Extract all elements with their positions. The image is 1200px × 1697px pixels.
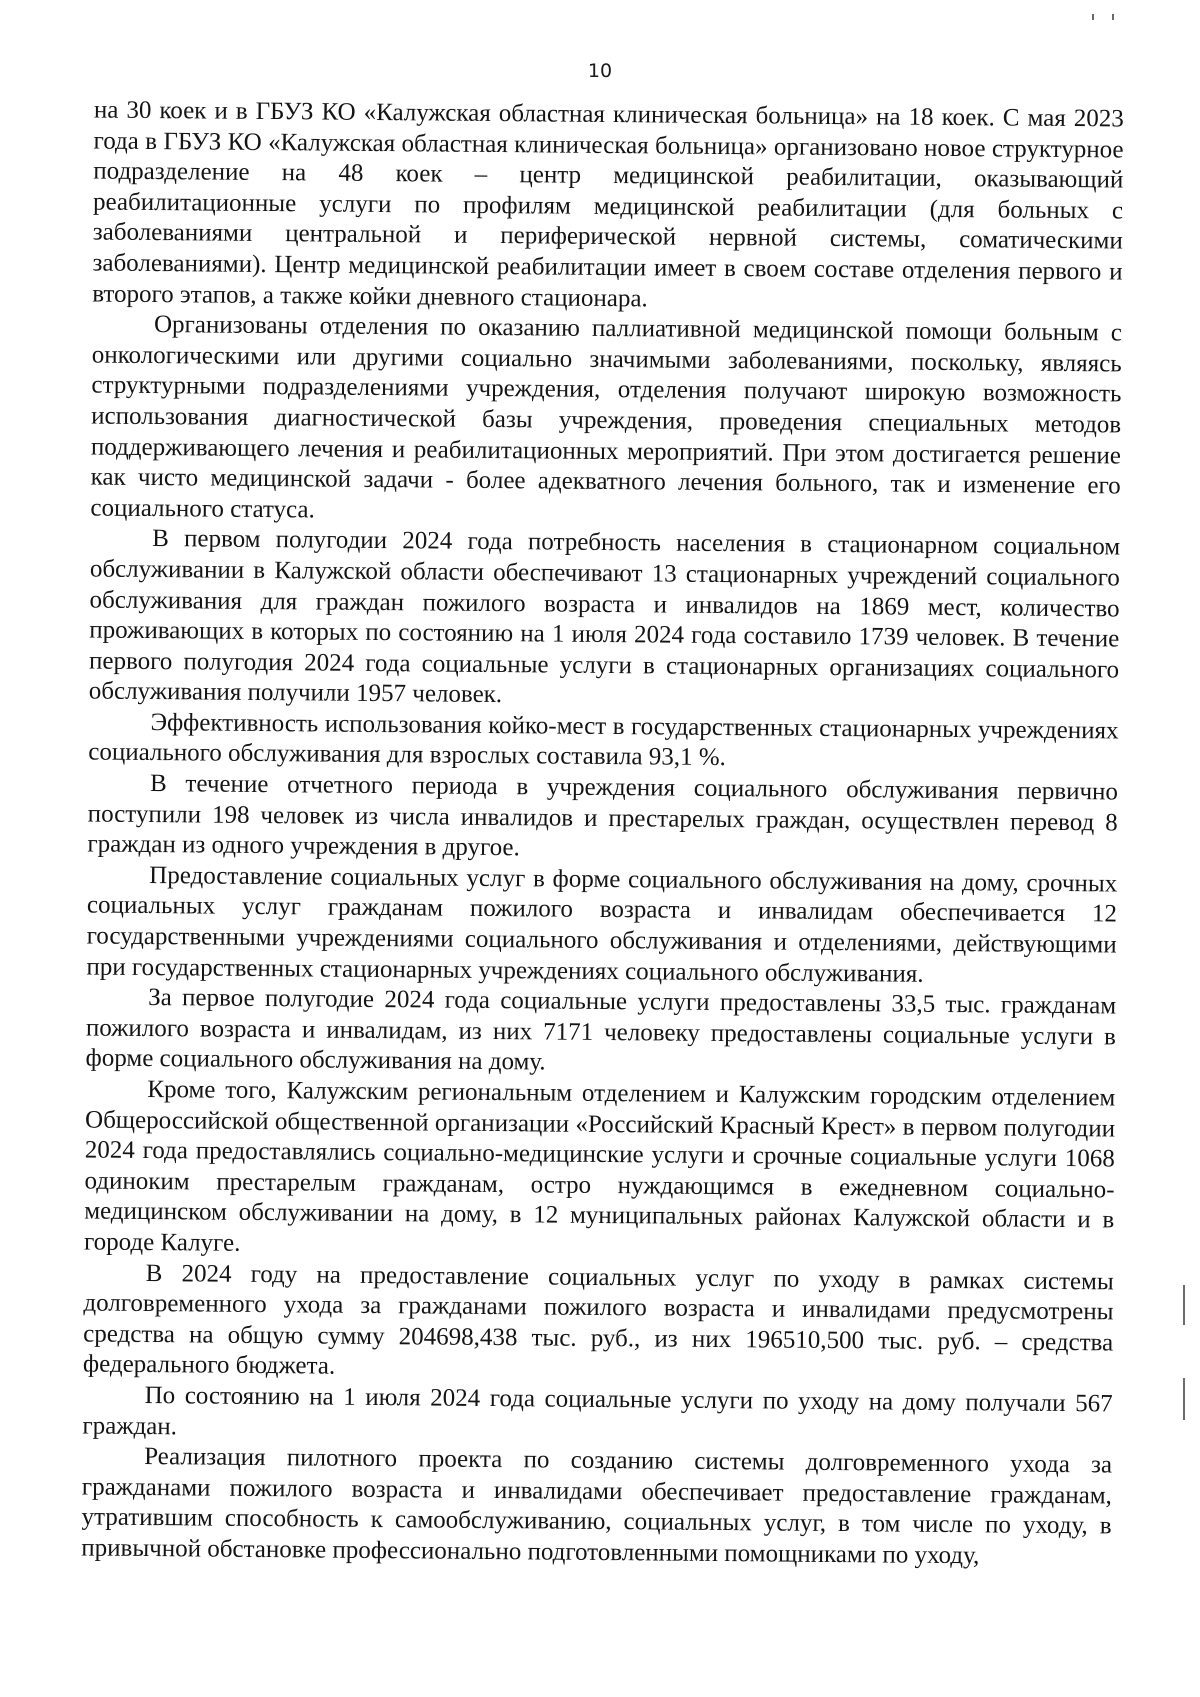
paragraph-9: В 2024 году на предоставление социальных услуг по уходу в рамках системы долговременного ухода за гражданами пожилого возраста и инвалидами предусмотрены средства на общую сумму 204698,438 тыс. руб., из них 196510,500 тыс. руб. – средства федерального бюджета. xyxy=(82,1259,1114,1381)
paragraph-2: Организованы отделения по оказанию паллиативной медицинской помощи больным с онкологическими или другими социально значимыми заболеваниями, поскольку, являясь структурными подразделениями учреждения, отделения получают широкую возможность использования диагностической базы учреждения, проведения специальных методов поддерживающего лечения и реабилитационных мероприятий. При этом достигается решение как чисто медицинской задачи - более адекватного лечения больного, так и изменение его социального статуса. xyxy=(90,311,1123,524)
document-body xyxy=(81,96,1124,1573)
paragraph-11: Реализация пилотного проекта по созданию системы долговременного ухода за гражданами пожилого возраста и инвалидами обеспечивает предоставление гражданам, утратившим способность к самообслуживанию, социальных услуг, в том числе по уходу, в привычной обстановке профессионально подготовленными помощниками по уходу, xyxy=(81,1443,1113,1570)
paragraph-5: В течение отчетного периода в учреждения социального обслуживания первично поступили 198 человек из числа инвалидов и престарелых граждан, осуществлен перевод 8 граждан из одного учреждения в другое. xyxy=(87,770,1119,862)
paragraph-1: на 30 коек и в ГБУЗ КО «Калужская областная клиническая больница» на 18 коек. С мая 2023 года в ГБУЗ КО «Калужская областная клиническая больница» организовано новое структурное подразделение на 48 коек – центр медицинской реабилитации, оказывающий реабилитационные услуги по профилям медицинской реабилитации (для больных с заболеваниями центральной и периферической нервной системы, соматическими заболеваниями). Центр медицинской реабилитации имеет в своем составе отделения первого и второго этапов, а также койки дневного стационара. xyxy=(92,96,1124,312)
paragraph-3: В первом полугодии 2024 года потребность населения в стационарном социальном обслуживании в Калужской области обеспечивают 13 стационарных учреждений социального обслуживания для граждан пожилого возраста и инвалидов на 1869 мест, количество проживающих в которых по состоянию на 1 июля 2024 года составило 1739 человек. В течение первого полугодия 2024 года социальные услуги в стационарных организациях социального обслуживания получили 1957 человек. xyxy=(88,525,1121,709)
scan-edge-mark-top xyxy=(1092,14,1094,20)
paragraph-10: По состоянию на 1 июля 2024 года социальные услуги по уходу на дому получали 567 граждан. xyxy=(82,1381,1113,1440)
page-number: 10 xyxy=(587,60,613,82)
scan-edge-mark-right-1 xyxy=(1183,1285,1185,1325)
scan-edge-mark-top-2 xyxy=(1112,14,1114,20)
scan-edge-mark-right-2 xyxy=(1183,1378,1185,1420)
paragraph-4: Эффективность использования койко-мест в государственных стационарных учреждениях социального обслуживания для взрослых составила 93,1 %. xyxy=(88,708,1119,772)
paragraph-8: Кроме того, Калужским региональным отделением и Калужским городским отделением Общероссийской общественной организации «Российский Красный Крест» в первом полугодии 2024 года предоставлялись социально-медицинские услуги и срочные социальные услуги 1068 одиноким престарелым гражданам, остро нуждающимся в ежедневном социально-медицинском обслуживании на дому, в 12 муниципальных районах Калужской области и в городе Калуге. xyxy=(83,1076,1116,1257)
paragraph-6: Предоставление социальных услуг в форме социального обслуживания на дому, срочных социальных услуг гражданам пожилого возраста и инвалидам обеспечивается 12 государственными учреждениями социального обслуживания и отделениями, действующими при государственных стационарных учреждениях социального обслуживания. xyxy=(86,861,1118,988)
paragraph-7: За первое полугодие 2024 года социальные услуги предоставлены 33,5 тыс. гражданам пожилого возраста и инвалидам, из них 7171 человеку предоставлены социальные услуги в форме социального обслуживания на дому. xyxy=(85,984,1117,1076)
